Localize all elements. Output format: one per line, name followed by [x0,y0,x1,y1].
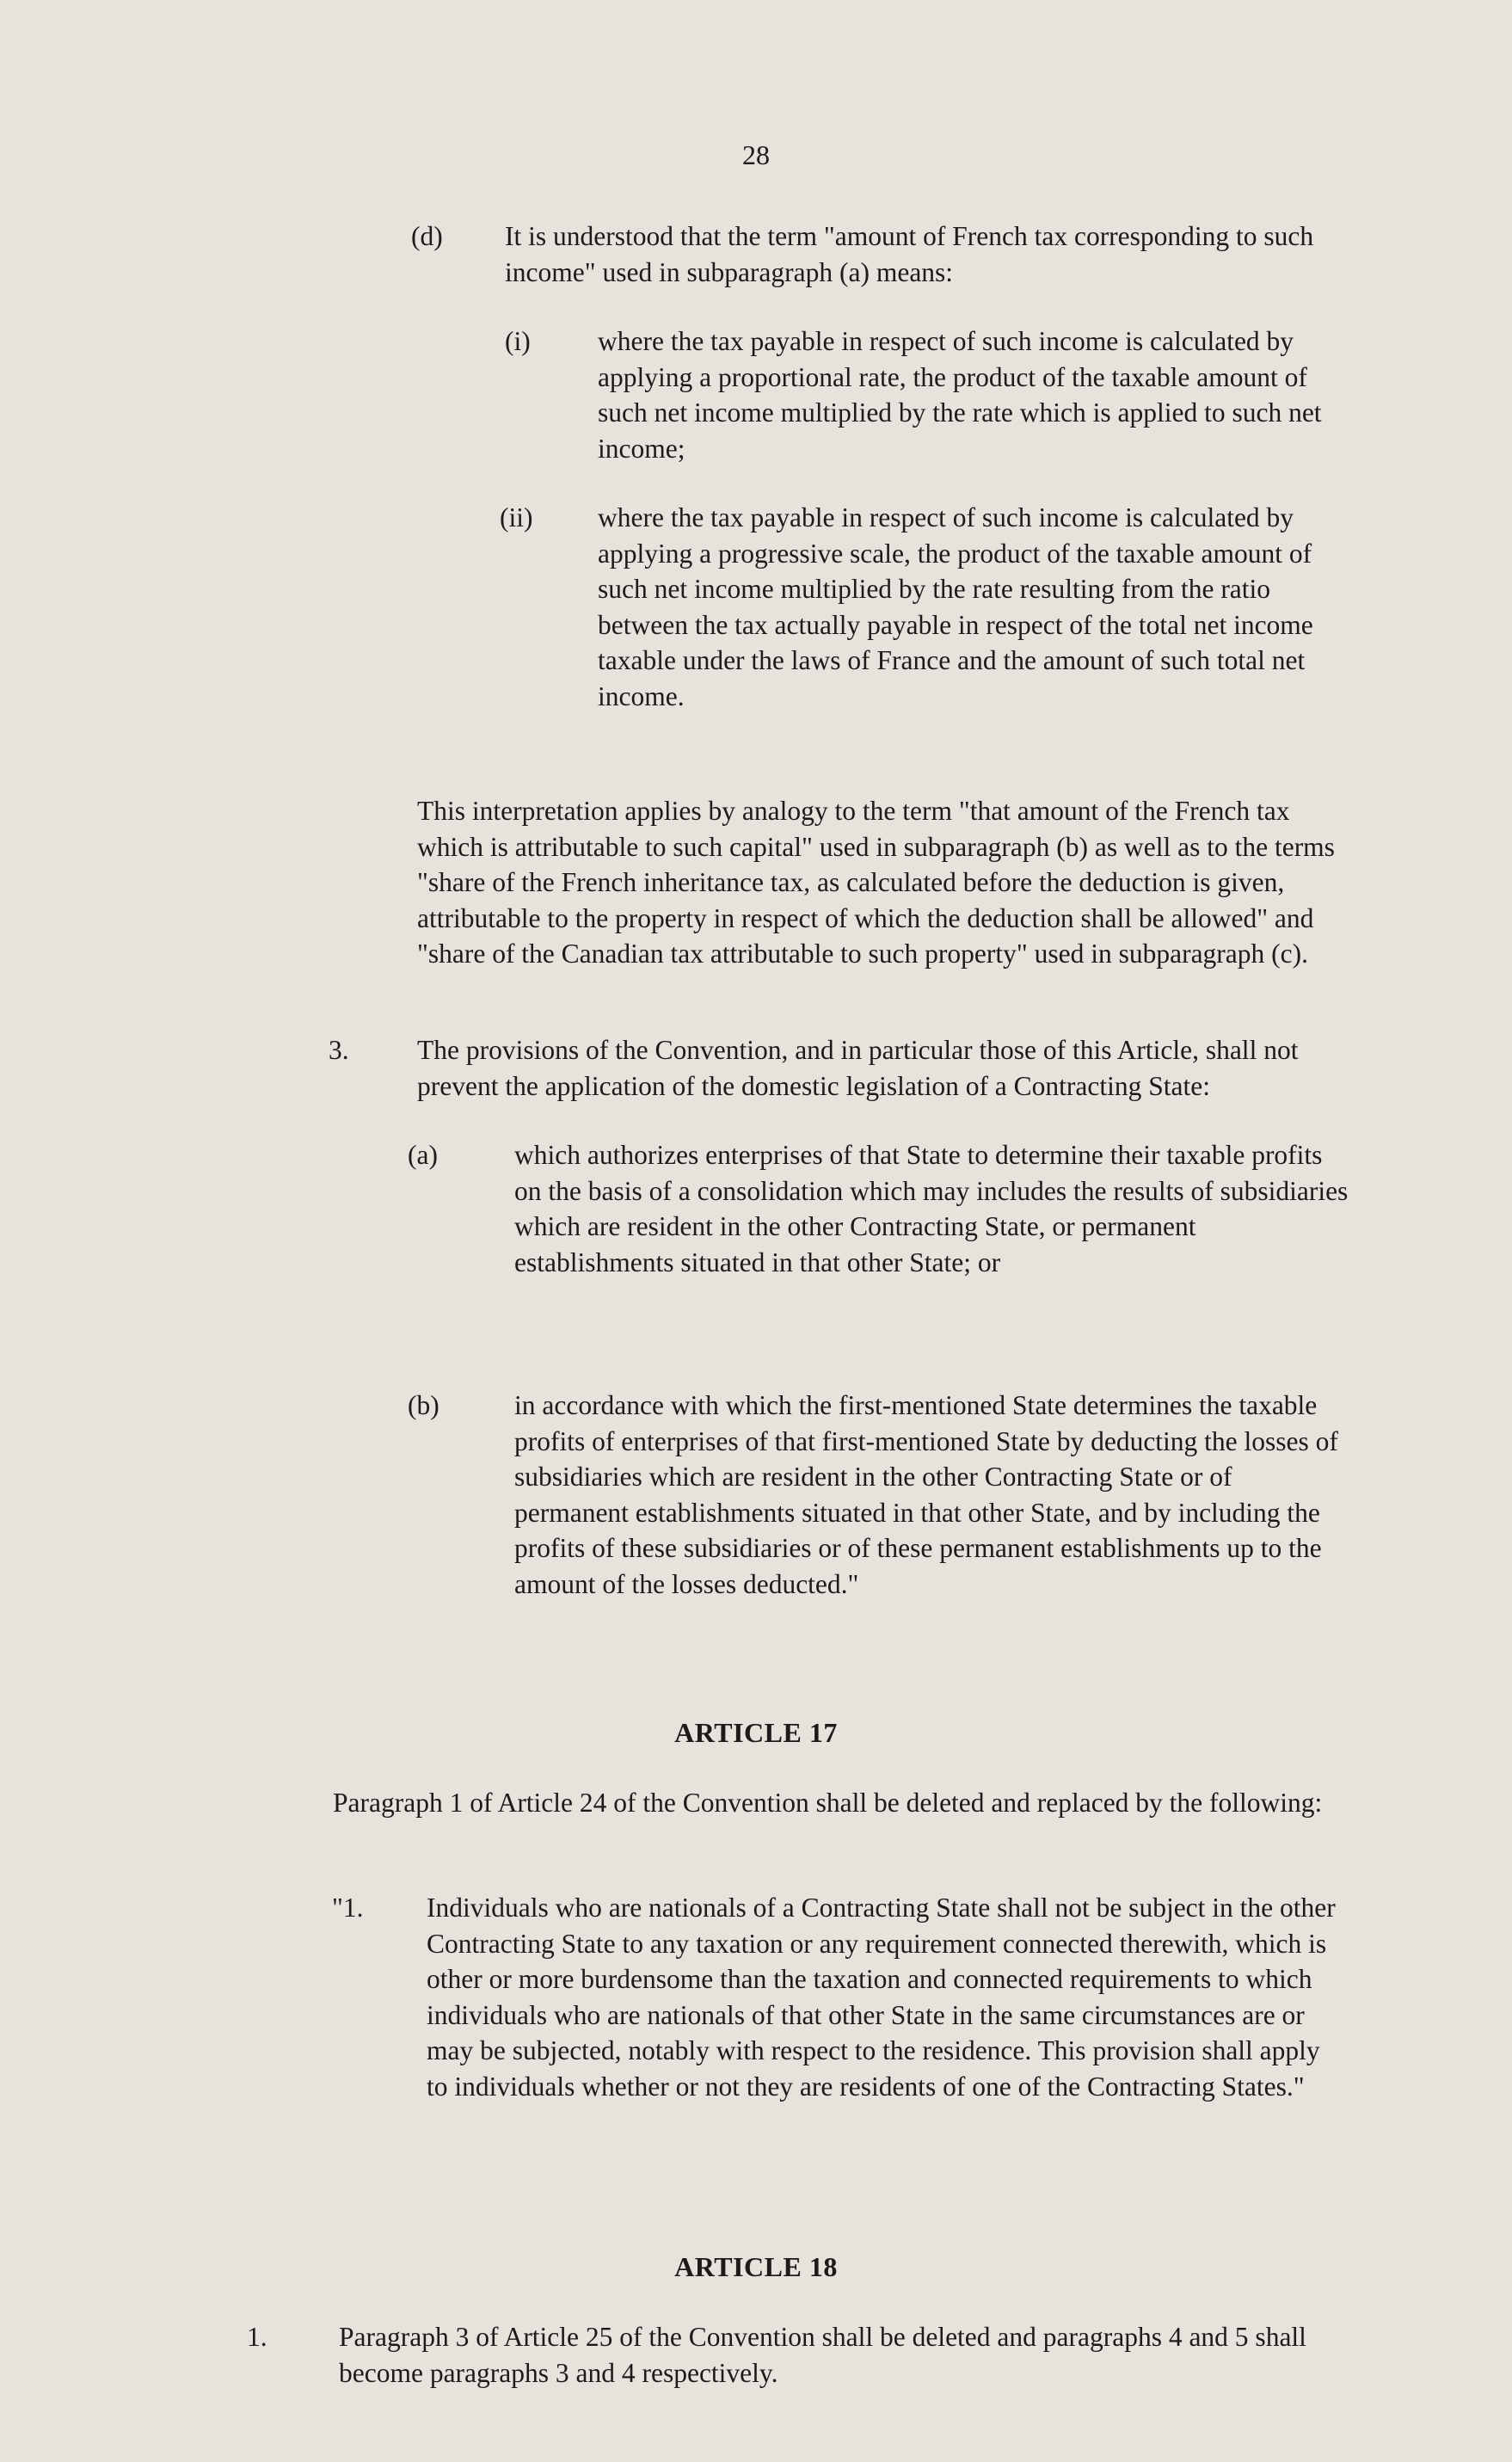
item-3b-label: (b) [408,1390,439,1420]
para-3-label: 3. [329,1035,349,1065]
article-18-heading: ARTICLE 18 [674,2251,838,2282]
article-17-heading: ARTICLE 17 [674,1717,838,1748]
article-18-para-1-label: 1. [247,2322,267,2352]
item-i-label: (i) [505,326,531,356]
item-3a-text: which authorizes enterprises of that State to determine their taxable profits on the basis of a consolidation which may includes the results of subsidiaries which are resident in the other Contracting State, or permanent establishments situated in that other State; or [514,1140,1349,1277]
article-17-para-1-label: "1. [332,1893,364,1923]
item-3a-label: (a) [408,1140,438,1170]
item-3b-text: in accordance with which the first-mentioned State determines the taxable profits of enterprises of that first-mentioned State by deducting the losses of subsidiaries which are resident in the other Contracting State or of permanent establishments situated in that other State, and by including the profits of these subsidiaries or of these permanent establishments up to the amount of the losses deducted." [514,1390,1338,1599]
para-d-text: It is understood that the term "amount of French tax corresponding to such income" used in subparagraph (a) means: [505,221,1314,287]
article-17-para-1-text: Individuals who are nationals of a Contracting State shall not be subject in the other Contracting State to any taxation or any requirement connected therewith, which is other or more burdensome than the taxation and connected requirements to which individuals who are nationals of that other State in the same circumstances are or may be subjected, notably with respect to the residence. This provision shall apply to individuals whether or not they are residents of one of the Contracting States." [427,1893,1336,2102]
item-ii-label: (ii) [500,502,533,532]
page-number: 28 [742,139,770,170]
item-i-text: where the tax payable in respect of such income is calculated by applying a proportional rate, the product of the taxable amount of such net income multiplied by the rate which is applied to such net income; [598,326,1322,464]
article-18-para-1-text: Paragraph 3 of Article 25 of the Convention shall be deleted and paragraphs 4 and 5 shall become paragraphs 3 and 4 respectively. [339,2322,1306,2388]
interpretation-paragraph: This interpretation applies by analogy to the term "that amount of the French tax which is attributable to such capital" used in subparagraph (b) as well as to the terms "share of the French inheritance tax, as calculated before the deduction is given, attributable to the property in respect of which the deduction shall be allowed" and "share of the Canadian tax attributable to such property" used in subparagraph (c). [417,796,1335,969]
para-3-text: The provisions of the Convention, and in particular those of this Article, shall not prevent the application of the domestic legislation of a Contracting State: [417,1035,1299,1101]
item-ii-text: where the tax payable in respect of such income is calculated by applying a progressive scale, the product of the taxable amount of such net income multiplied by the rate resulting from the ratio between the tax actually payable in respect of the total net income taxable under the laws of France and the amount of such total net income. [598,502,1313,711]
para-d-label: (d) [411,221,443,251]
article-17-intro: Paragraph 1 of Article 24 of the Convention shall be deleted and replaced by the following: [333,1788,1323,1818]
